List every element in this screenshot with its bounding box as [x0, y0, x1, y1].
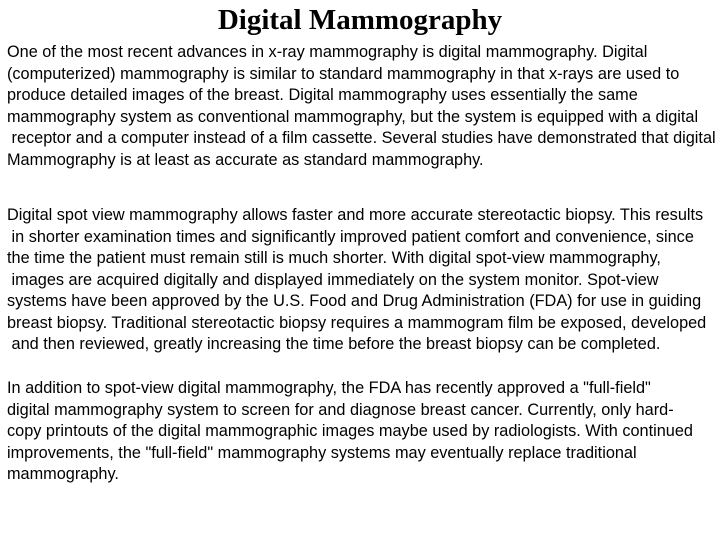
text-line: (computerized) mammography is similar to standard mammography in that x-rays are used to [7, 64, 680, 83]
paragraph-full-field-mammography [7, 378, 693, 486]
text-line: images are acquired digitally and displayed immediately on the system monitor. Spot-view [7, 270, 659, 289]
text-line: One of the most recent advances in x-ray mammography is digital mammography. Digital [7, 43, 648, 61]
text-line: the time the patient must remain still is much shorter. With digital spot-view mammography, [7, 249, 661, 267]
paragraph-spot-view-mammography [7, 205, 706, 356]
text-line: digital mammography system to screen for and diagnose breast cancer. Currently, only hard- [7, 400, 674, 419]
text-line: copy printouts of the digital mammographic images maybe used by radiologists. With continued [7, 422, 693, 440]
text-line: improvements, the "full-field" mammography systems may eventually replace traditional [7, 443, 637, 462]
text-line: systems have been approved by the U.S. Food and Drug Administration (FDA) for use in guiding [7, 292, 702, 310]
page-title: Digital Mammography [217, 4, 503, 36]
paragraph-digital-mammography-intro [7, 42, 716, 171]
text-line: receptor and a computer instead of a film cassette. Several studies have demonstrated that digital [7, 129, 716, 147]
text-line: and then reviewed, greatly increasing the time before the breast biopsy can be completed. [7, 335, 661, 353]
text-line: mammography system as conventional mammography, but the system is equipped with a digital [7, 107, 699, 126]
text-line: in shorter examination times and significantly improved patient comfort and convenience, since [7, 227, 694, 246]
text-line: Mammography is at least as accurate as standard mammography. [7, 150, 484, 169]
text-line: mammography. [7, 465, 119, 483]
text-line: breast biopsy. Traditional stereotactic biopsy requires a mammogram film be exposed, developed [7, 313, 707, 332]
text-line: Digital spot view mammography allows faster and more accurate stereotactic biopsy. This results [7, 206, 704, 224]
text-line: produce detailed images of the breast. Digital mammography uses essentially the same [7, 86, 638, 104]
text-line: In addition to spot-view digital mammography, the FDA has recently approved a "full-field" [7, 379, 651, 397]
